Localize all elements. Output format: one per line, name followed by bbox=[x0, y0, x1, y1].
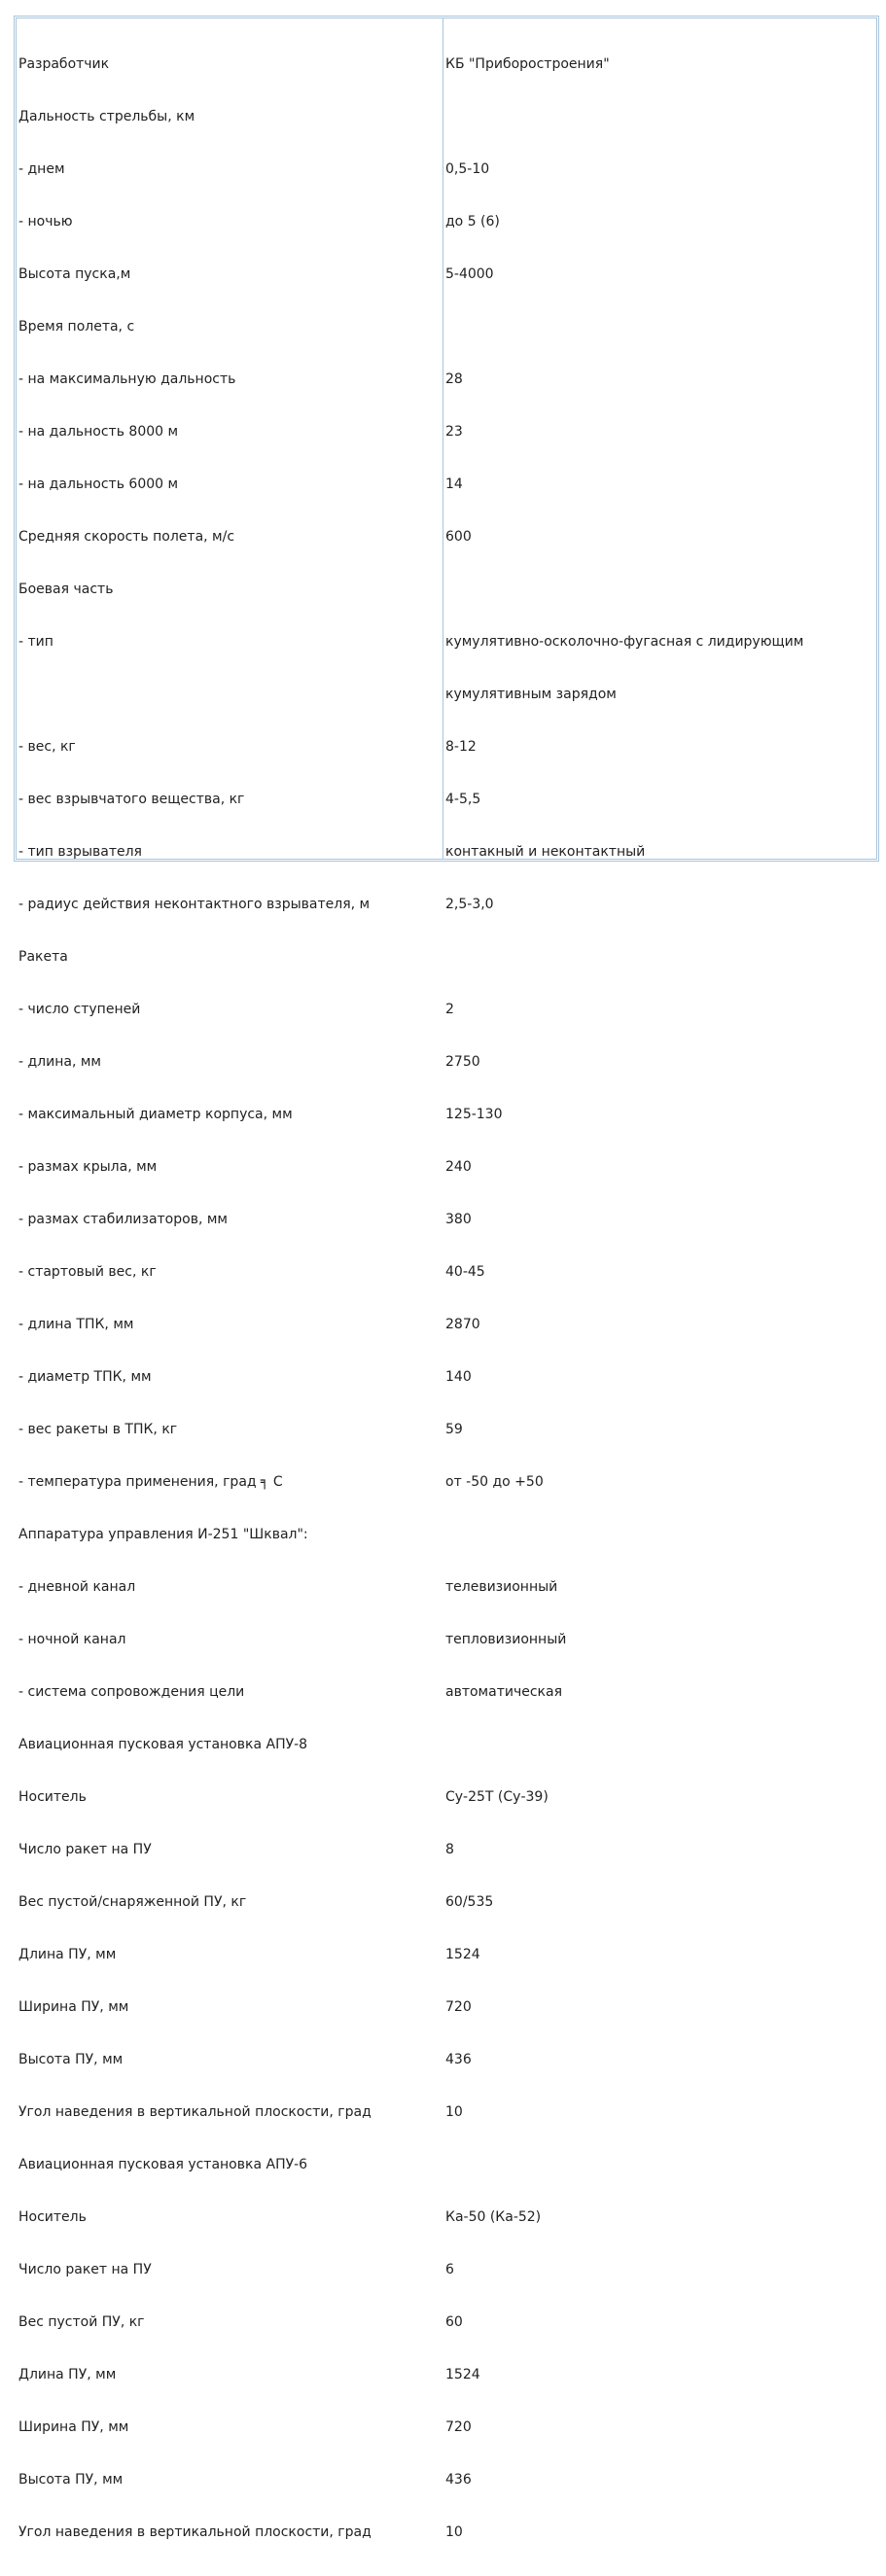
spec-label: - тип bbox=[18, 634, 53, 650]
spec-label: - размах крыла, мм bbox=[18, 1159, 158, 1175]
spec-value: 2870 bbox=[445, 1317, 480, 1332]
spec-label: Высота ПУ, мм bbox=[18, 2472, 124, 2488]
spec-value: 10 bbox=[445, 2104, 463, 2120]
spec-value: 1524 bbox=[445, 2367, 480, 2382]
spec-label: - на дальность 6000 м bbox=[18, 476, 179, 492]
spec-label: Длина ПУ, мм bbox=[18, 2367, 117, 2382]
spec-value: 4-5,5 bbox=[445, 792, 481, 807]
spec-label: - температура применения, град ╕ С bbox=[18, 1474, 283, 1490]
spec-label: Авиационная пусковая установка АПУ-6 bbox=[18, 2157, 308, 2172]
spec-label: - максимальный диаметр корпуса, мм bbox=[18, 1107, 293, 1122]
spec-value: 60/535 bbox=[445, 1894, 494, 1910]
spec-label: Ракета bbox=[18, 949, 68, 965]
spec-label: - на дальность 8000 м bbox=[18, 424, 179, 440]
spec-value: 2 bbox=[445, 1002, 454, 1017]
spec-label: - ночной канал bbox=[18, 1632, 126, 1647]
spec-label: - длина, мм bbox=[18, 1054, 101, 1070]
spec-label: Ширина ПУ, мм bbox=[18, 1999, 129, 2015]
spec-label: - диаметр ТПК, мм bbox=[18, 1369, 152, 1385]
spec-label: - радиус действия неконтактного взрывателя, м bbox=[18, 897, 371, 912]
spec-label: - вес взрывчатого вещества, кг bbox=[18, 792, 245, 807]
spec-value-spacer bbox=[445, 2156, 876, 2173]
spec-value: 23 bbox=[445, 424, 463, 440]
spec-value: 380 bbox=[445, 1212, 472, 1227]
spec-label: Боевая часть bbox=[18, 582, 114, 597]
spec-value: 436 bbox=[445, 2052, 472, 2067]
spec-value: 40-45 bbox=[445, 1264, 485, 1280]
spec-value: контакный и неконтактный bbox=[445, 844, 646, 860]
spec-value: 28 bbox=[445, 371, 463, 387]
spec-value-spacer bbox=[445, 581, 876, 598]
spec-value: 6 bbox=[445, 2262, 454, 2277]
spec-label: Средняя скорость полета, м/с bbox=[18, 529, 235, 545]
spec-value: 436 bbox=[445, 2472, 472, 2488]
spec-value: 240 bbox=[445, 1159, 472, 1175]
spec-value: 14 bbox=[445, 476, 463, 492]
spec-label: Вес пустой ПУ, кг bbox=[18, 2314, 145, 2330]
spec-label: - вес, кг bbox=[18, 739, 76, 755]
spec-value: кумулятивным зарядом bbox=[445, 687, 617, 702]
spec-value: 720 bbox=[445, 1999, 472, 2015]
spec-label: Дальность стрельбы, км bbox=[18, 109, 195, 124]
spec-label: - длина ТПК, мм bbox=[18, 1317, 134, 1332]
spec-value: 10 bbox=[445, 2524, 463, 2540]
spec-values-column bbox=[443, 18, 877, 2540]
spec-label: Число ракет на ПУ bbox=[18, 1842, 152, 1857]
spec-value: до 5 (6) bbox=[445, 214, 500, 229]
spec-value: Ка-50 (Ка-52) bbox=[445, 2209, 542, 2225]
spec-table bbox=[14, 16, 879, 2540]
spec-value: кумулятивно-осколочно-фугасная с лидирующим bbox=[445, 634, 804, 650]
spec-value-spacer bbox=[445, 1526, 876, 1543]
spec-label: - стартовый вес, кг bbox=[18, 1264, 157, 1280]
spec-value: 125-130 bbox=[445, 1107, 503, 1122]
spec-label: Число ракет на ПУ bbox=[18, 2262, 152, 2277]
spec-value: 60 bbox=[445, 2314, 463, 2330]
spec-label: - на максимальную дальность bbox=[18, 371, 236, 387]
spec-value: 2750 bbox=[445, 1054, 480, 1070]
spec-value: 59 bbox=[445, 1422, 463, 1437]
spec-label: - тип взрывателя bbox=[18, 844, 142, 860]
spec-value: 2,5-3,0 bbox=[445, 897, 494, 912]
spec-value: КБ "Приборостроения" bbox=[445, 56, 610, 72]
spec-label: - число ступеней bbox=[18, 1002, 141, 1017]
spec-value: от -50 до +50 bbox=[445, 1474, 544, 1490]
spec-value: 8 bbox=[445, 1842, 454, 1857]
spec-value: 0,5-10 bbox=[445, 161, 490, 177]
spec-value: 1524 bbox=[445, 1947, 480, 1962]
spec-label: Время полета, с bbox=[18, 319, 135, 335]
spec-label: Угол наведения в вертикальной плоскости, град bbox=[18, 2104, 372, 2120]
spec-label: Разработчик bbox=[18, 56, 110, 72]
spec-label: - вес ракеты в ТПК, кг bbox=[18, 1422, 178, 1437]
spec-label: - днем bbox=[18, 161, 65, 177]
spec-label: Высота ПУ, мм bbox=[18, 2052, 124, 2067]
spec-label: Высота пуска,м bbox=[18, 266, 131, 282]
spec-value-spacer bbox=[445, 948, 876, 966]
spec-value: автоматическая bbox=[445, 1684, 562, 1700]
spec-value: 720 bbox=[445, 2419, 472, 2435]
spec-value: 8-12 bbox=[445, 739, 477, 755]
spec-value: 5-4000 bbox=[445, 266, 494, 282]
spec-value: 600 bbox=[445, 529, 472, 545]
spec-label: Носитель bbox=[18, 1789, 87, 1805]
spec-value: 140 bbox=[445, 1369, 472, 1385]
spec-label: - размах стабилизаторов, мм bbox=[18, 1212, 228, 1227]
spec-label: Угол наведения в вертикальной плоскости, град bbox=[18, 2524, 372, 2540]
spec-label-spacer bbox=[18, 686, 443, 703]
spec-label: Длина ПУ, мм bbox=[18, 1947, 117, 1962]
spec-value: Су-25Т (Су-39) bbox=[445, 1789, 549, 1805]
spec-value: тепловизионный bbox=[445, 1632, 567, 1647]
spec-value-spacer bbox=[445, 318, 876, 335]
spec-value: телевизионный bbox=[445, 1579, 558, 1595]
spec-label: - дневной канал bbox=[18, 1579, 136, 1595]
spec-label: Носитель bbox=[18, 2209, 87, 2225]
spec-label: - ночью bbox=[18, 214, 73, 229]
spec-label: - система сопровождения цели bbox=[18, 1684, 245, 1700]
spec-label: Ширина ПУ, мм bbox=[18, 2419, 129, 2435]
spec-value-spacer bbox=[445, 108, 876, 125]
spec-label: Авиационная пусковая установка АПУ-8 bbox=[18, 1737, 308, 1752]
spec-value-spacer bbox=[445, 1736, 876, 1753]
spec-label: Аппаратура управления И-251 "Шквал": bbox=[18, 1527, 308, 1542]
spec-labels-column bbox=[16, 18, 443, 2540]
spec-label: Вес пустой/снаряженной ПУ, кг bbox=[18, 1894, 247, 1910]
